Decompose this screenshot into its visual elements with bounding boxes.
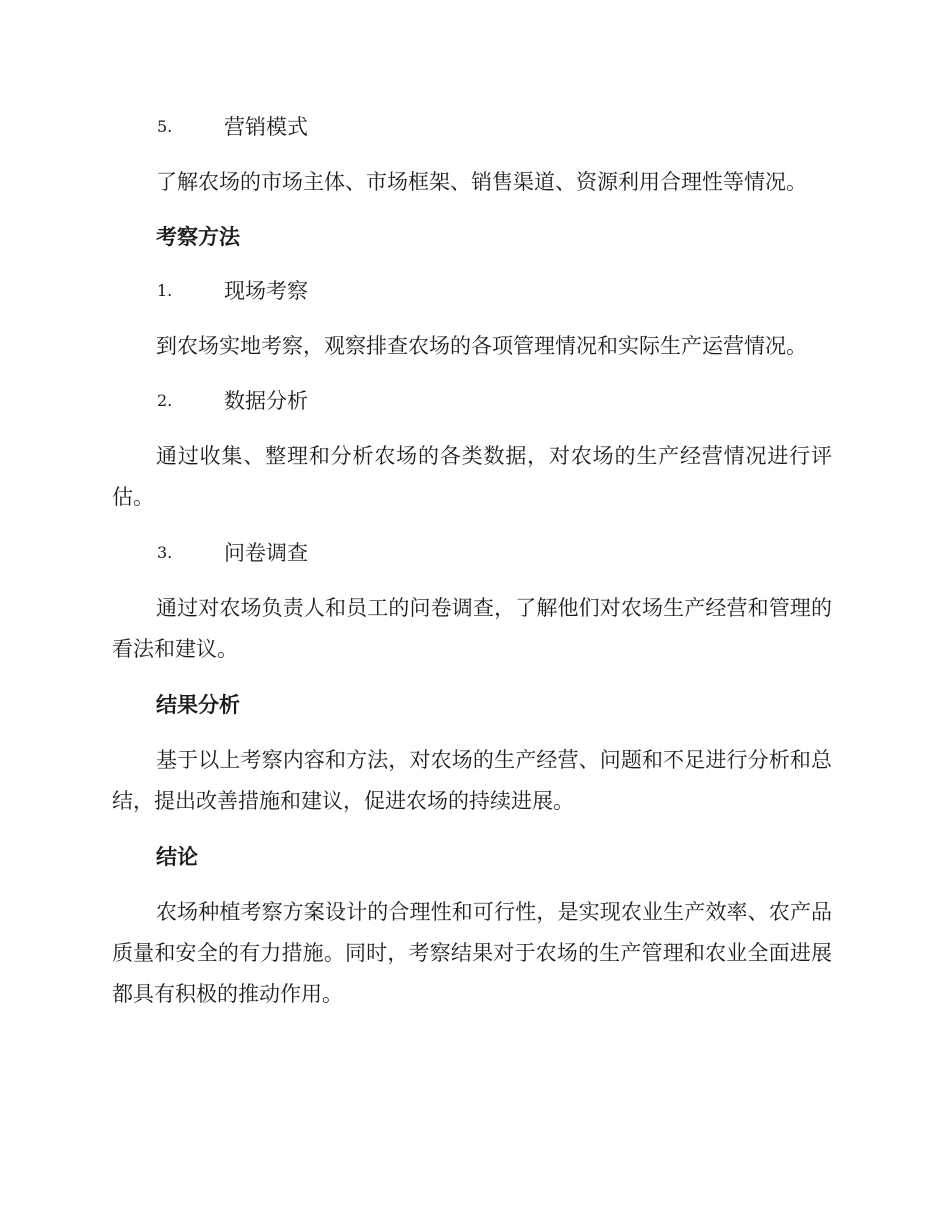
list-item-title: 数据分析 [224,389,308,413]
section-heading-methods: 考察方法 [156,225,240,249]
list-item-number: 1. [157,281,173,300]
list-item-title: 问卷调查 [224,541,308,565]
paragraph-conclusion: 农场种植考察方案设计的合理性和可行性，是实现农业生产效率、农产品质量和安全的有力措施。同时，考察结果对于农场的生产管理和农业全面进展都具有积极的推动作用。 [112,900,832,1006]
paragraph-marketing: 了解农场的市场主体、市场框架、销售渠道、资源利用合理性等情况。 [156,170,807,194]
paragraph-method-1: 到农场实地考察，观察排查农场的各项管理情况和实际生产运营情况。 [156,334,807,358]
list-item-number: 2. [157,391,173,410]
list-item-number: 5. [157,117,173,136]
list-item-title: 营销模式 [224,115,308,139]
paragraph-method-2: 通过收集、整理和分析农场的各类数据，对农场的生产经营情况进行评估。 [112,444,832,509]
list-item-title: 现场考察 [224,279,308,303]
section-heading-results: 结果分析 [156,693,240,717]
section-heading-conclusion: 结论 [156,845,198,869]
paragraph-method-3: 通过对农场负责人和员工的问卷调查，了解他们对农场生产经营和管理的看法和建议。 [112,596,832,661]
list-item-number: 3. [157,543,173,562]
paragraph-results: 基于以上考察内容和方法，对农场的生产经营、问题和不足进行分析和总结，提出改善措施和建议，促进农场的持续进展。 [112,748,832,813]
